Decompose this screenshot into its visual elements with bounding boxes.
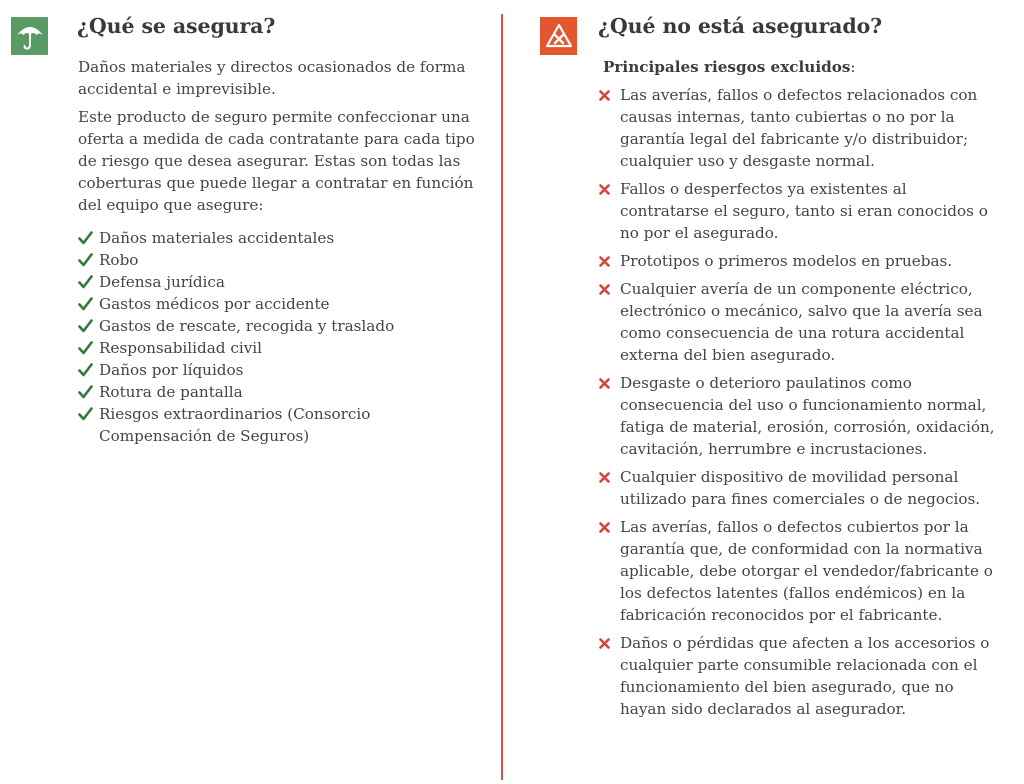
exclusion-item-label: Fallos o desperfectos ya existentes al contratarse el seguro, tanto si eran conocidos o no por el asegurado. [620, 180, 988, 242]
exclusion-item [598, 250, 998, 272]
covered-title: ¿Qué se asegura? [77, 14, 276, 38]
covered-item [78, 337, 488, 359]
covered-item [78, 227, 488, 249]
check-icon [78, 363, 93, 377]
covered-list [78, 227, 488, 447]
cross-icon [599, 472, 610, 483]
exclusion-item-label: Daños o pérdidas que afecten a los accesorios o cualquier parte consumible relacionada con el funcionamiento del bien asegurado, que no hayan sido declarados al asegurador. [620, 634, 990, 718]
check-icon [78, 319, 93, 333]
not-covered-list [598, 84, 998, 726]
cross-icon [599, 638, 610, 649]
exclusion-item-label: Desgaste o deterioro paulatinos como consecuencia del uso o funcionamiento normal, fatiga de material, erosión, corrosión, oxidación, cavitación, herrumbre e incrustaciones. [620, 374, 995, 458]
not-covered-title: ¿Qué no está asegurado? [598, 14, 883, 38]
cross-icon [599, 522, 610, 533]
covered-item [78, 249, 488, 271]
covered-intro: Daños materiales y directos ocasionados de forma accidental e imprevisible. [78, 58, 466, 98]
exclusion-item-label: Cualquier avería de un componente eléctrico, electrónico o mecánico, salvo que la avería sea como consecuencia de una rotura accidental externa del bien asegurado. [620, 280, 983, 364]
check-icon [78, 385, 93, 399]
exclusion-item-label: Prototipos o primeros modelos en pruebas. [620, 252, 953, 270]
covered-item [78, 359, 488, 381]
exclusion-item [598, 516, 998, 626]
exclusions-subtitle-suffix: : [850, 58, 856, 76]
exclusion-item-label: Las averías, fallos o defectos cubiertos por la garantía que, de conformidad con la normativa aplicable, debe otorgar el vendedor/fabricante o los defectos latentes (fallos endémicos) en la fabricación reconocidos por el fabricante. [620, 518, 993, 624]
check-icon [78, 297, 93, 311]
covered-item [78, 293, 488, 315]
check-icon [78, 275, 93, 289]
column-divider [501, 14, 503, 780]
exclusions-subtitle [603, 56, 856, 78]
covered-item-label: Responsabilidad civil [99, 339, 262, 357]
exclusion-item [598, 178, 998, 244]
check-icon [78, 407, 93, 421]
covered-item-label: Riesgos extraordinarios (Consorcio Compensación de Seguros) [99, 405, 371, 445]
covered-item-label: Gastos médicos por accidente [99, 295, 330, 313]
cross-icon [599, 90, 610, 101]
covered-item-label: Daños por líquidos [99, 361, 244, 379]
check-icon [78, 253, 93, 267]
covered-section [0, 0, 500, 784]
cross-icon [599, 184, 610, 195]
exclusion-item [598, 466, 998, 510]
check-icon [78, 231, 93, 245]
exclusion-item [598, 372, 998, 460]
exclusion-item [598, 278, 998, 366]
exclusion-item-label: Las averías, fallos o defectos relacionados con causas internas, tanto cubiertas o no por la garantía legal del fabricante y/o distribuidor; cualquier uso y desgaste normal. [620, 86, 978, 170]
check-icon [78, 341, 93, 355]
exclusion-item [598, 84, 998, 172]
cross-icon [599, 256, 610, 267]
exclusion-item-label: Cualquier dispositivo de movilidad personal utilizado para fines comerciales o de negocios. [620, 468, 981, 508]
covered-item [78, 403, 488, 447]
covered-item-label: Gastos de rescate, recogida y traslado [99, 317, 395, 335]
covered-item [78, 315, 488, 337]
covered-item-label: Rotura de pantalla [99, 383, 243, 401]
warning-triangle-icon [540, 17, 577, 55]
exclusion-item [598, 632, 998, 720]
exclusions-subtitle-label: Principales riesgos excluidos [603, 58, 851, 76]
cross-icon [599, 284, 610, 295]
covered-item-label: Robo [99, 251, 139, 269]
umbrella-icon [11, 17, 48, 55]
covered-item-label: Daños materiales accidentales [99, 229, 335, 247]
covered-item-label: Defensa jurídica [99, 273, 225, 291]
covered-body: Este producto de seguro permite confeccionar una oferta a medida de cada contratante para cada tipo de riesgo que desea asegurar. Estas son todas las coberturas que puede llegar a contratar en función del equipo que asegure: [78, 108, 475, 214]
covered-item [78, 381, 488, 403]
covered-item [78, 271, 488, 293]
cross-icon [599, 378, 610, 389]
